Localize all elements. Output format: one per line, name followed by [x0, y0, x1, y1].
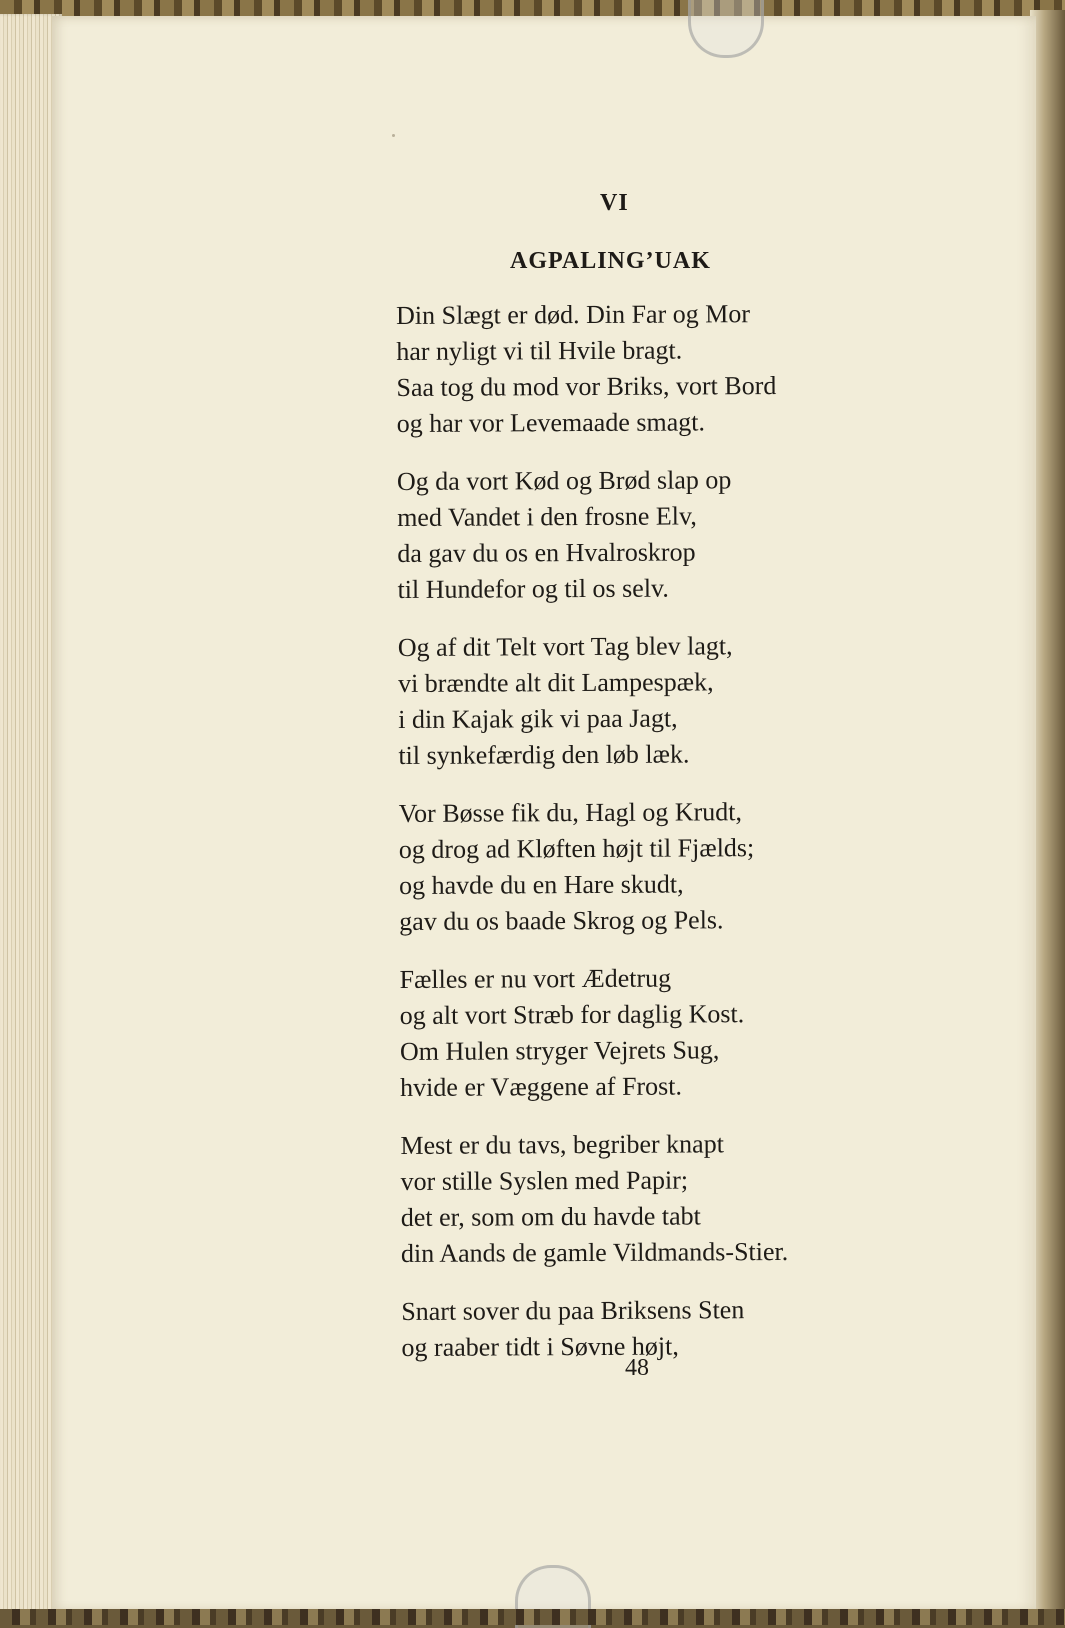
- poem-line: har nyligt vi til Hvile bragt.: [396, 335, 683, 366]
- poem-title: AGPALING’UAK: [510, 248, 711, 274]
- poem-line: det er, som om du havde tabt: [400, 1201, 701, 1232]
- poem-line: hvide er Væggene af Frost.: [400, 1071, 683, 1102]
- poem-line: til Hundefor og til os selv.: [397, 573, 669, 604]
- stanza: [399, 960, 840, 1106]
- poem-line: og drog ad Kløften højt til Fjælds;: [398, 833, 755, 864]
- cover-bottom-edge: [0, 1609, 1065, 1625]
- poem-body: [396, 296, 842, 1388]
- poem-line: vi brændte alt dit Lampespæk,: [397, 667, 714, 698]
- poem-line: gav du os baade Skrog og Pels.: [399, 905, 724, 936]
- stanza: [400, 1126, 841, 1272]
- poem-line: og alt vort Stræb for daglig Kost.: [399, 999, 745, 1030]
- poem-line: Om Hulen stryger Vejrets Sug,: [399, 1035, 720, 1066]
- poem-line: Og af dit Telt vort Tag blev lagt,: [397, 631, 733, 662]
- poem-line: og har vor Levemaade smagt.: [396, 407, 706, 438]
- poem-line: Din Slægt er død. Din Far og Mor: [396, 299, 751, 330]
- page-number: 48: [625, 1355, 649, 1381]
- stanza: [398, 628, 839, 774]
- poem-line: til synkefærdig den løb læk.: [398, 739, 690, 770]
- poem-line: med Vandet i den frosne Elv,: [397, 501, 697, 532]
- stanza: [401, 1292, 841, 1366]
- poem-line: i din Kajak gik vi paa Jagt,: [398, 703, 678, 734]
- stanza: [399, 794, 840, 940]
- poem-line: din Aands de gamle Vildmands-Stier.: [400, 1236, 789, 1268]
- poem-line: Snart sover du paa Briksens Sten: [401, 1295, 745, 1326]
- poem-line: Saa tog du mod vor Briks, vort Bord: [396, 371, 777, 402]
- stanza: [397, 462, 838, 608]
- paper-speck: [392, 134, 395, 137]
- poem-line: og raaber tidt i Søvne højt,: [401, 1331, 679, 1362]
- poem-line: Fælles er nu vort Ædetrug: [399, 963, 672, 994]
- poem-line: vor stille Syslen med Papir;: [400, 1165, 689, 1196]
- poem-line: Mest er du tavs, begriber knapt: [400, 1129, 724, 1160]
- poem-line: og havde du en Hare skudt,: [399, 869, 684, 900]
- poem-line: Vor Bøsse fik du, Hagl og Krudt,: [398, 797, 743, 828]
- stanza: [396, 296, 837, 442]
- poem-line: Og da vort Kød og Brød slap op: [396, 465, 732, 496]
- section-number: VI: [600, 190, 629, 216]
- poem-line: da gav du os en Hvalroskrop: [397, 537, 696, 568]
